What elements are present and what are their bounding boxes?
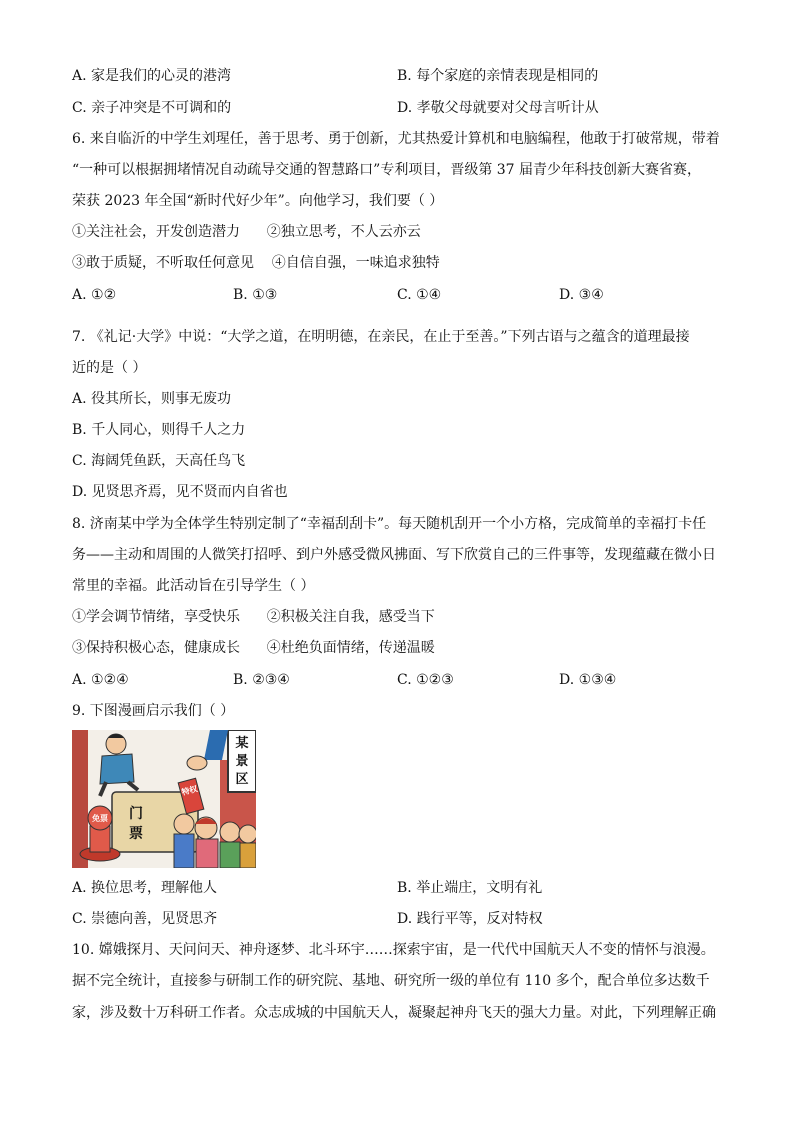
q7-option-d[interactable]: D. 见贤思齐焉，见不贤而内自省也 (72, 484, 288, 500)
q8-stem-line-1: 8. 济南某中学为全体学生特别定制了“幸福刮刮卡”。每天随机刮开一个小方格，完成简单的幸福打卡任 (72, 516, 707, 532)
scenic-sign-text-1: 某 (235, 736, 249, 751)
vip-body (100, 754, 134, 784)
q5-option-c[interactable]: C. 亲子冲突是不可调和的 (72, 100, 232, 116)
q8-stem-line-2: 务——主动和周围的人微笑打招呼、到户外感受微风拂面、写下欣赏自己的三件事等，发现蕴藏在微小日 (72, 547, 716, 563)
left-pillar (72, 730, 88, 868)
q8-statement-line-1: ①学会调节情绪，享受快乐 ②积极关注自我，感受当下 (72, 609, 435, 625)
q10-stem-line-1: 10. 嫦娥探月、天问问天、神舟逐梦、北斗环宇……探索宇宙，是一代代中国航天人不变的情怀与浪漫。 (72, 942, 715, 958)
q9-stem: 9. 下图漫画启示我们（ ） (72, 703, 235, 719)
q7-stem-line-1: 7. 《礼记·大学》中说：“大学之道，在明明德，在亲民，在止于至善。”下列古语与之蕴含的道理最接 (72, 329, 690, 345)
q5-option-d[interactable]: D. 孝敬父母就要对父母言听计从 (397, 100, 599, 116)
q7-option-c[interactable]: C. 海阔凭鱼跃，天高任鸟飞 (72, 453, 246, 469)
crowd-person-4-body (240, 843, 256, 868)
q6-stem-line-2: “一种可以根据拥堵情况自动疏导交通的智慧路口”专利项目，晋级第 37 届青少年科技创新大赛省赛， (72, 162, 702, 178)
crowd-person-1-body (174, 834, 194, 868)
q6-statement-line-2: ③敢于质疑，不听取任何意见 ④自信自强，一味追求独特 (72, 255, 440, 271)
crowd-person-4-head (239, 825, 256, 843)
crowd-person-3-body (220, 842, 240, 868)
q7-stem-line-2: 近的是（ ） (72, 360, 147, 376)
q9-option-b[interactable]: B. 举止端庄，文明有礼 (397, 880, 543, 896)
scenic-sign-text-3: 区 (235, 772, 249, 787)
q10-stem-line-2: 据不完全统计，直接参与研制工作的研究院、基地、研究所一级的单位有 110 多个，配合单位多达数千 (72, 973, 710, 989)
q6-option-b[interactable]: B. ①③ (233, 287, 278, 303)
crowd-person-2-body (196, 839, 218, 868)
q9-cartoon (72, 730, 256, 868)
q9-option-d[interactable]: D. 践行平等，反对特权 (397, 911, 543, 927)
ticket-text-1: 门 (129, 806, 143, 822)
q6-stem-line-3: 荣获 2023 年全国“新时代好少年”。向他学习，我们要（ ） (72, 193, 444, 209)
scenic-sign-text-2: 景 (235, 754, 249, 769)
crowd-person-1-head (174, 814, 194, 834)
crowd-person-3-head (220, 822, 240, 842)
ticket-text-2: 票 (129, 826, 143, 842)
q8-statement-line-2: ③保持积极心态，健康成长 ④杜绝负面情绪，传递温暖 (72, 640, 435, 656)
q7-option-b[interactable]: B. 千人同心，则得千人之力 (72, 422, 246, 438)
q6-option-d[interactable]: D. ③④ (559, 287, 604, 303)
q6-option-a[interactable]: A. ①② (72, 287, 117, 303)
q8-stem-line-3: 常里的幸福。此活动旨在引导学生（ ） (72, 578, 315, 594)
q8-option-c[interactable]: C. ①②③ (397, 672, 454, 688)
q9-option-a[interactable]: A. 换位思考，理解他人 (72, 880, 218, 896)
official-hand (187, 756, 207, 770)
q10-stem-line-3: 家，涉及数十万科研工作者。众志成城的中国航天人，凝聚起神舟飞天的强大力量。对此，下列理解正确 (72, 1005, 716, 1021)
q8-option-a[interactable]: A. ①②④ (72, 672, 129, 688)
q6-stem-line-1: 6. 来自临沂的中学生刘瑆任，善于思考、勇于创新，尤其热爱计算机和电脑编程，他敢于打破常规，带着 (72, 131, 720, 147)
stamp-text: 免票 (92, 814, 108, 823)
q6-statement-line-1: ①关注社会，开发创造潜力 ②独立思考，不人云亦云 (72, 224, 421, 240)
q9-option-c[interactable]: C. 崇德向善，见贤思齐 (72, 911, 218, 927)
cartoon-illustration (72, 730, 256, 868)
q8-option-b[interactable]: B. ②③④ (233, 672, 290, 688)
q7-option-a[interactable]: A. 役其所长，则事无废功 (72, 391, 232, 407)
q5-option-a[interactable]: A. 家是我们的心灵的港湾 (72, 68, 232, 84)
q8-option-d[interactable]: D. ①③④ (559, 672, 617, 688)
q5-option-b[interactable]: B. 每个家庭的亲情表现是相同的 (397, 68, 599, 84)
privilege-tag-text: 特权 (180, 784, 199, 798)
q6-option-c[interactable]: C. ①④ (397, 287, 442, 303)
